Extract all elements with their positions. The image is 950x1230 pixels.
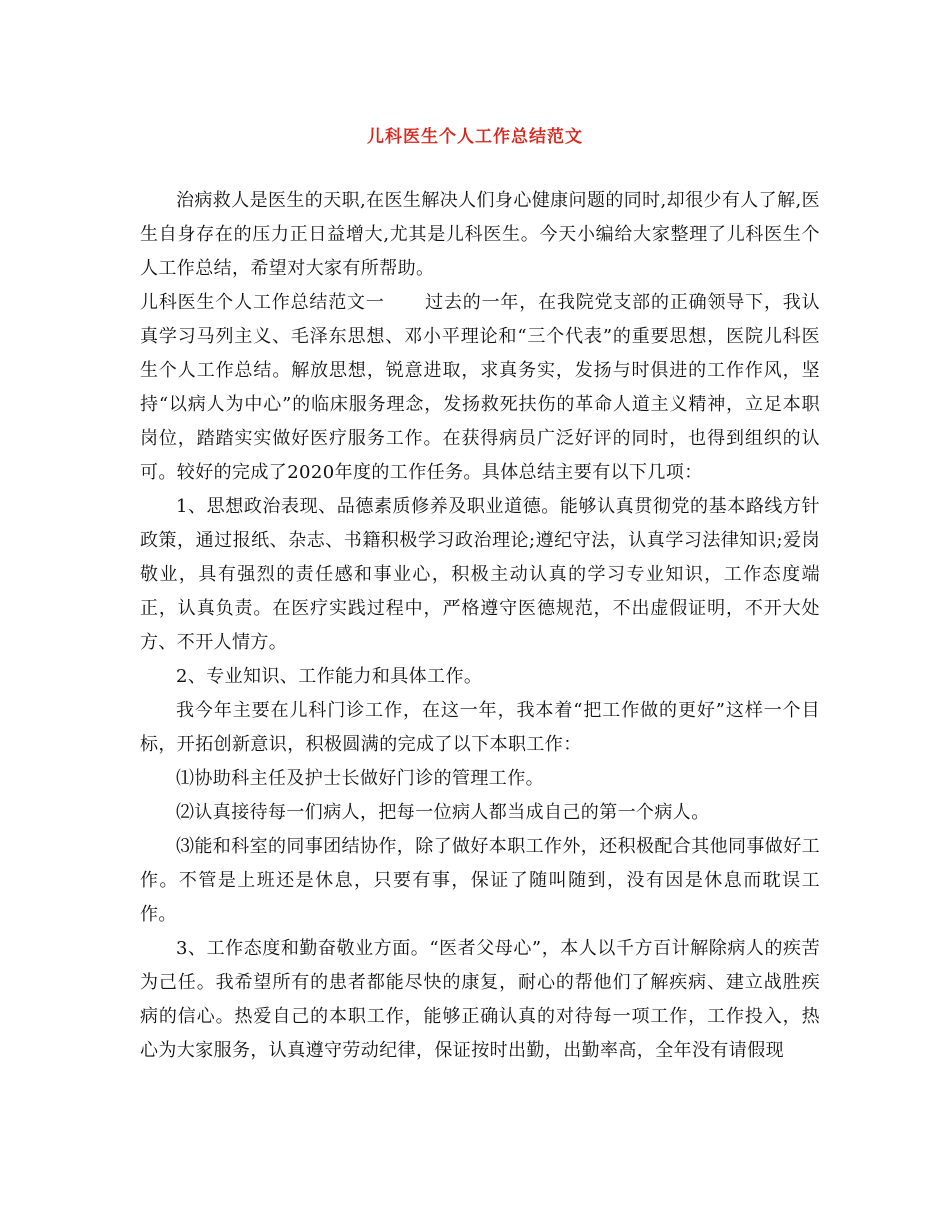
- section-label: 儿科医生个人工作总结范文一: [140, 292, 385, 313]
- document-title: 儿科医生个人工作总结范文: [367, 127, 583, 147]
- paragraph-6: ⑶能和科室的同事团结协作，除了做好本职工作外，还积极配合其他同事做好工作。不管是上班还是休息，只要有事，保证了随叫随到，没有因是休息而耽误工作。: [140, 836, 820, 925]
- paragraph-3: 我今年主要在儿科门诊工作，在这一年，我本着“把工作做的更好”这样一个目标，开拓创新意识，积极圆满的完成了以下本职工作：: [140, 700, 820, 755]
- section-text: 过去的一年，在我院党支部的正确领导下，我认真学习马列主义、毛泽东思想、邓小平理论和“三个代表”的重要思想，医院儿科医生个人工作总结。解放思想，锐意进取，求真务实，发扬与时俱进的工作作风，坚持“以病人为中心”的临床服务理念，发扬救死扶伤的革命人道主义精神，立足本职岗位，踏踏实实做好医疗服务工作。在获得病员广泛好评的同时，也得到组织的认可。较好的完成了2020年度的工作任务。具体总结主要有以下几项：: [140, 292, 820, 483]
- paragraph-2: 2、专业知识、工作能力和具体工作。: [176, 666, 483, 687]
- paragraph-4: ⑴协助科主任及护士长做好门诊的管理工作。: [176, 768, 544, 789]
- document-body: [140, 184, 820, 1068]
- paragraph-1: 1、思想政治表现、品德素质修养及职业道德。能够认真贯彻党的基本路线方针政策，通过报纸、杂志、书籍积极学习政治理论;遵纪守法，认真学习法律知识;爱岗敬业，具有强烈的责任感和事业心，积极主动认真的学习专业知识，工作态度端正，认真负责。在医疗实践过程中，严格遵守医德规范，不出虚假证明，不开大处方、不开人情方。: [140, 496, 820, 653]
- paragraph-7: 3、工作态度和勤奋敬业方面。“医者父母心”，本人以千方百计解除病人的疾苦为己任。我希望所有的患者都能尽快的康复，耐心的帮他们了解疾病、建立战胜疾病的信心。热爱自己的本职工作，能够正确认真的对待每一项工作，工作投入，热心为大家服务，认真遵守劳动纪律，保证按时出勤，出勤率高，全年没有请假现: [140, 938, 820, 1061]
- paragraph-5: ⑵认真接待每一们病人，把每一位病人都当成自己的第一个病人。: [176, 802, 710, 823]
- section-paragraph: [140, 286, 820, 490]
- intro-paragraph: 治病救人是医生的天职,在医生解决人们身心健康问题的同时,却很少有人了解,医生自身存在的压力正日益增大,尤其是儿科医生。今天小编给大家整理了儿科医生个人工作总结，希望对大家有所帮助。: [140, 190, 820, 279]
